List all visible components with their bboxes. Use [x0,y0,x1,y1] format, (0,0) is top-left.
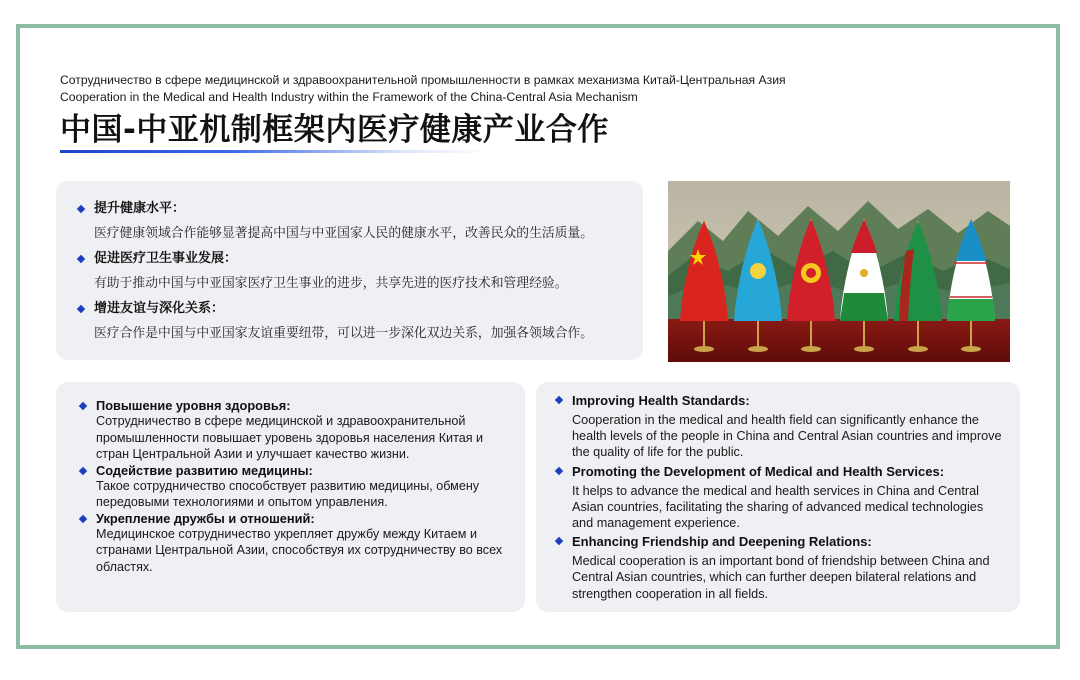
cn-point-heading: 增进友谊与深化关系： [76,300,625,318]
ru-point-heading: Повышение уровня здоровья: [78,398,511,413]
cn-point-heading: 促进医疗卫生事业发展： [76,250,625,268]
flags-illustration [668,181,1010,362]
english-points-card [536,382,1020,612]
ru-point-2 [78,463,511,511]
ru-point-text: Сотрудничество в сфере медицинской и здравоохранительной промышленности повышает уровень здоровья населения Китая и стран Центральной Азии и улучшает качество жизни. [96,414,484,461]
cn-point-1 [76,200,625,243]
chinese-points-card [56,181,643,360]
title-underline [60,150,490,153]
ru-point-heading: Укрепление дружбы и отношений: [78,511,511,526]
cn-point-3 [76,300,625,343]
russian-points-card [56,382,525,612]
en-point-1 [554,392,1006,461]
ru-point-1 [78,398,511,463]
flags-photo [668,181,1010,362]
cn-point-2 [76,250,625,293]
page-title: 中国-中亚机制框架内医疗健康产业合作 [60,112,609,148]
ru-point-text: Медицинское сотрудничество укрепляет дружбу между Китаем и странами Центральной Азии, способствуя их сотрудничеству во всех областях. [96,526,503,574]
cn-point-heading: 提升健康水平： [76,200,625,218]
en-point-2 [554,463,1006,532]
en-point-text: Cooperation in the medical and health field can significantly enhance the health levels of the people in China and Central Asian countries and improve the quality of life for the public. [572,413,1002,460]
en-point-heading: Enhancing Friendship and Deepening Relations: [554,533,1006,550]
en-point-heading: Improving Health Standards: [554,392,1006,409]
ru-point-text: Такое сотрудничество способствует развитию медицины, обмену передовыми технологиями и опытом управления. [96,478,480,509]
en-point-text: Medical cooperation is an important bond of friendship between China and Central Asian countries, which can further deepen bilateral relations and strengthen cooperation in all fields. [572,554,990,601]
cn-point-text: 医疗健康领域合作能够显著提高中国与中亚国家人民的健康水平，改善民众的生活质量。 [94,226,594,241]
ru-point-heading: Содействие развитию медицины: [78,463,511,478]
en-point-heading: Promoting the Development of Medical and Health Services: [554,463,1006,480]
ru-point-3 [78,511,511,576]
en-point-3 [554,533,1006,602]
en-point-text: It helps to advance the medical and health services in China and Central Asian countries, facilitating the sharing of advanced medical technologies and management experience. [572,483,984,531]
subtitle-english: Cooperation in the Medical and Health Industry within the Framework of the China-Central Asia Mechanism [60,90,638,104]
cn-point-text: 医疗合作是中国与中亚国家友谊重要纽带，可以进一步深化双边关系，加强各领域合作。 [94,326,594,341]
subtitle-russian: Сотрудничество в сфере медицинской и здравоохранительной промышленности в рамках механизма Китай-Центральная Азия [60,73,786,87]
cn-point-text: 有助于推动中国与中亚国家医疗卫生事业的进步，共享先进的医疗技术和管理经验。 [94,276,568,291]
